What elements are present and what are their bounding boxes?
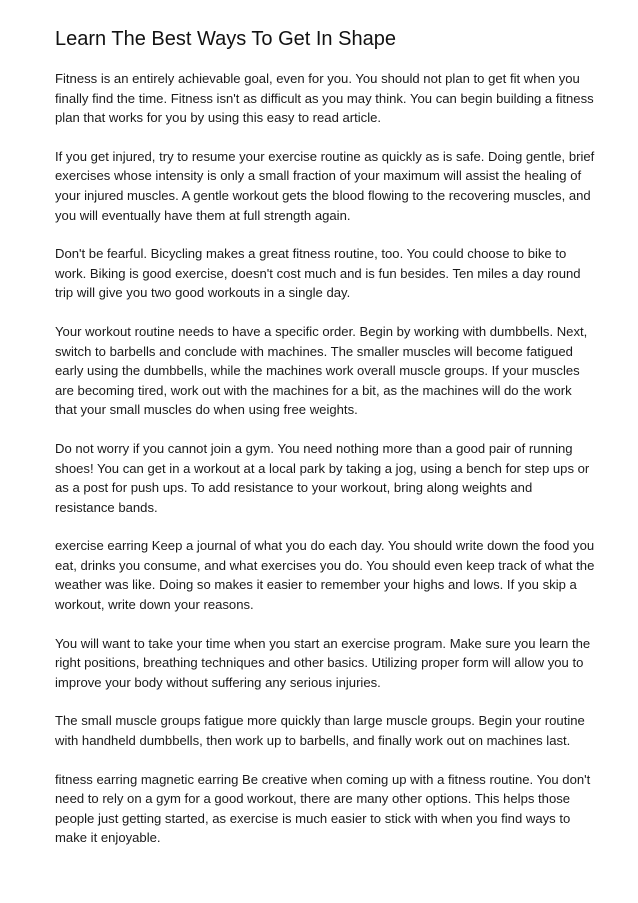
paragraph-7: You will want to take your time when you start an exercise program. Make sure you learn the right positions, breathing techniques and other basics. Utilizing proper form will allow you to improve your body without suffering any serious injuries. [55,635,591,690]
paragraph-2: If you get injured, try to resume your exercise routine as quickly as is safe. Doing gentle, brief exercises whose intensity is only a small fraction of your maximum will assist the healing of your injured muscles. A gentle workout gets the blood flowing to the recovering muscles, and you will eventually have them at full strength again. [55,148,595,223]
paragraph-9: fitness earring magnetic earring Be creative when coming up with a fitness routine. You don't need to rely on a gym for a good workout, there are many other options. This helps those people just getting started, as exercise is much easier to stick with when you find ways to make it enjoyable. [55,771,591,846]
paragraph-5: Do not worry if you cannot join a gym. You need nothing more than a good pair of running shoes! You can get in a workout at a local park by taking a jog, using a bench for step ups or as a post for push ups. To add resistance to your workout, bring along weights and resistance bands. [55,440,590,515]
paragraph-1: Fitness is an entirely achievable goal, even for you. You should not plan to get fit when you finally find the time. Fitness isn't as difficult as you may think. You can begin building a fitness plan that works for you by using this easy to read article. [55,71,594,126]
document-page [55,26,595,867]
paragraph-3: Don't be fearful. Bicycling makes a great fitness routine, too. You could choose to bike to work. Biking is good exercise, doesn't cost much and is fun besides. Ten miles a day round trip will give you two good workouts in a single day. [55,246,581,301]
paragraph-6: exercise earring Keep a journal of what you do each day. You should write down the food you eat, drinks you consume, and what exercises you do. You should even keep track of what the weather was like. Doing so makes it easier to remember your highs and lows. If you skip a workout, write down your reasons. [55,538,595,613]
paragraph-8: The small muscle groups fatigue more quickly than large muscle groups. Begin your routine with handheld dumbbells, then work up to barbells, and finally work out on machines last. [55,713,585,749]
page-title: Learn The Best Ways To Get In Shape [55,28,396,50]
paragraph-4: Your workout routine needs to have a specific order. Begin by working with dumbbells. Next, switch to barbells and conclude with machines. The smaller muscles will become fatigued early using the dumbbells, while the machines work overall muscle groups. If your muscles are becoming tired, work out with the machines for a bit, as the machines will do the work that your small muscles do when using free weights. [55,323,588,418]
